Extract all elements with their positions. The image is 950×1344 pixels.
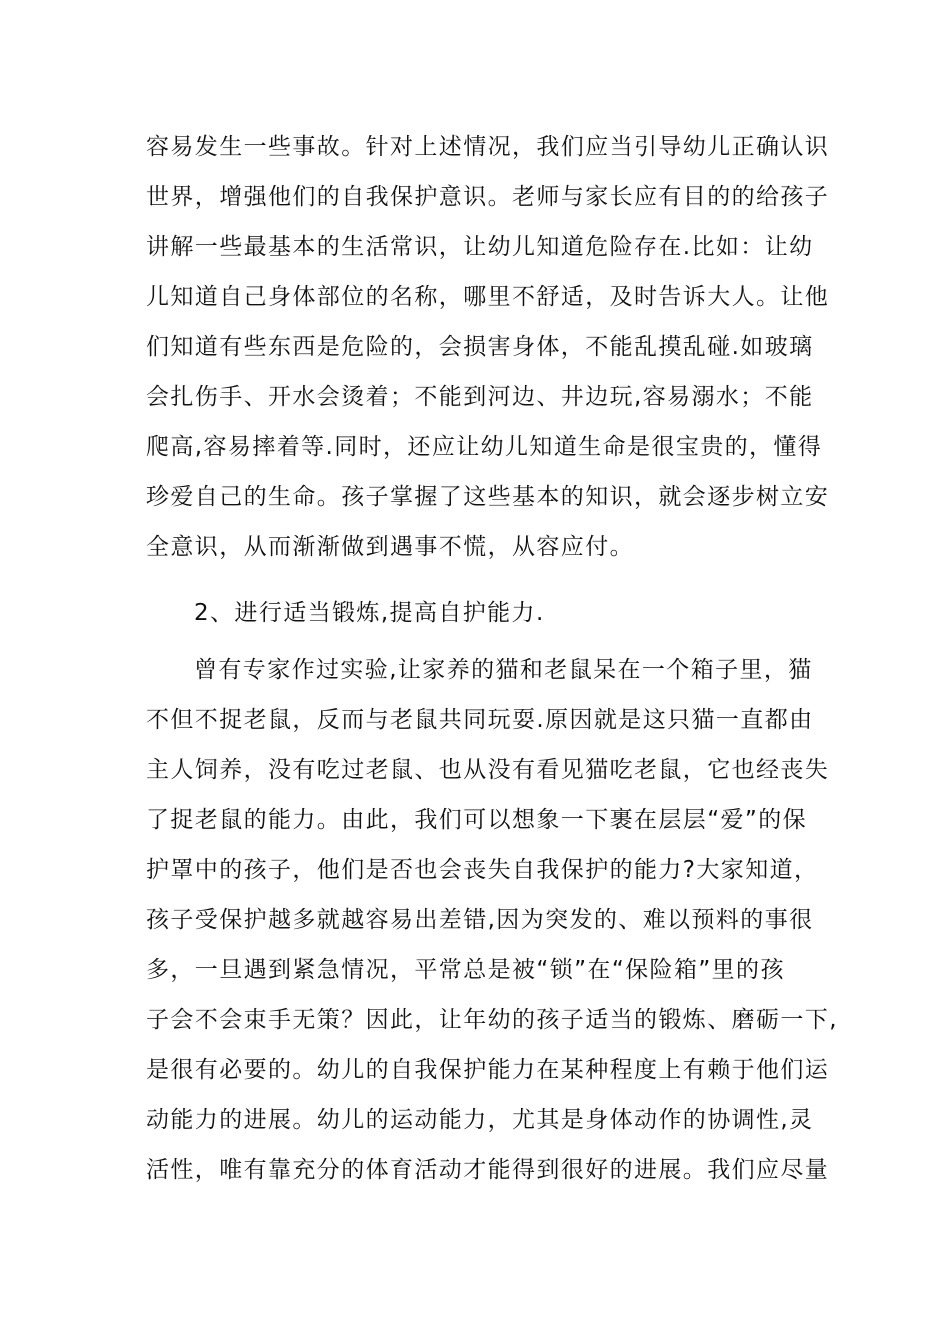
text-line: 们知道有些东西是危险的，会损害身体，不能乱摸乱碰.如玻璃 — [146, 334, 814, 360]
text-line: 主人饲养，没有吃过老鼠、也从没有看见猫吃老鼠，它也经丧失 — [146, 757, 830, 783]
text-line: 是很有必要的。幼儿的自我保护能力在某种程度上有赖于他们运 — [146, 1057, 830, 1083]
text-line: 曾有专家作过实验,让家养的猫和老鼠呆在一个箱子里，猫 — [194, 657, 813, 683]
text-line: 活性，唯有靠充分的体育活动才能得到很好的进展。我们应尽量 — [146, 1157, 830, 1183]
text-line: 孩子受保护越多就越容易出差错,因为突发的、难以预料的事很 — [146, 907, 814, 933]
text-line: 了捉老鼠的能力。由此，我们可以想象一下裹在层层“爱”的保 — [146, 807, 808, 833]
text-line: 不但不捉老鼠，反而与老鼠共同玩耍.原因就是这只猫一直都由 — [146, 707, 814, 733]
text-line: 全意识，从而渐渐做到遇事不慌，从容应付。 — [146, 534, 634, 560]
text-line: 动能力的进展。幼儿的运动能力，尤其是身体动作的协调性,灵 — [146, 1107, 814, 1133]
text-line: 儿知道自己身体部位的名称，哪里不舒适，及时告诉大人。让他 — [146, 284, 830, 310]
text-line: 会扎伤手、开水会烫着；不能到河边、井边玩,容易溺水；不能 — [146, 384, 814, 410]
text-line: 世界，增强他们的自我保护意识。老师与家长应有目的的给孩子 — [146, 184, 830, 210]
text-line: 讲解一些最基本的生活常识，让幼儿知道危险存在.比如：让幼 — [146, 234, 814, 260]
text-line: 珍爱自己的生命。孩子掌握了这些基本的知识，就会逐步树立安 — [146, 484, 830, 510]
text-line: 多，一旦遇到紧急情况，平常总是被“锁”在“保险箱”里的孩 — [146, 957, 785, 983]
text-line: 子会不会束手无策？因此，让年幼的孩子适当的锻炼、磨砺一下, — [146, 1007, 838, 1033]
section-heading: 2、进行适当锻炼,提高自护能力. — [194, 600, 545, 626]
text-line: 护罩中的孩子，他们是否也会丧失自我保护的能力?大家知道， — [146, 857, 819, 883]
text-line: 爬高,容易摔着等.同时，还应让幼儿知道生命是很宝贵的，懂得 — [146, 434, 823, 460]
text-line: 容易发生一些事故。针对上述情况，我们应当引导幼儿正确认识 — [146, 134, 830, 160]
